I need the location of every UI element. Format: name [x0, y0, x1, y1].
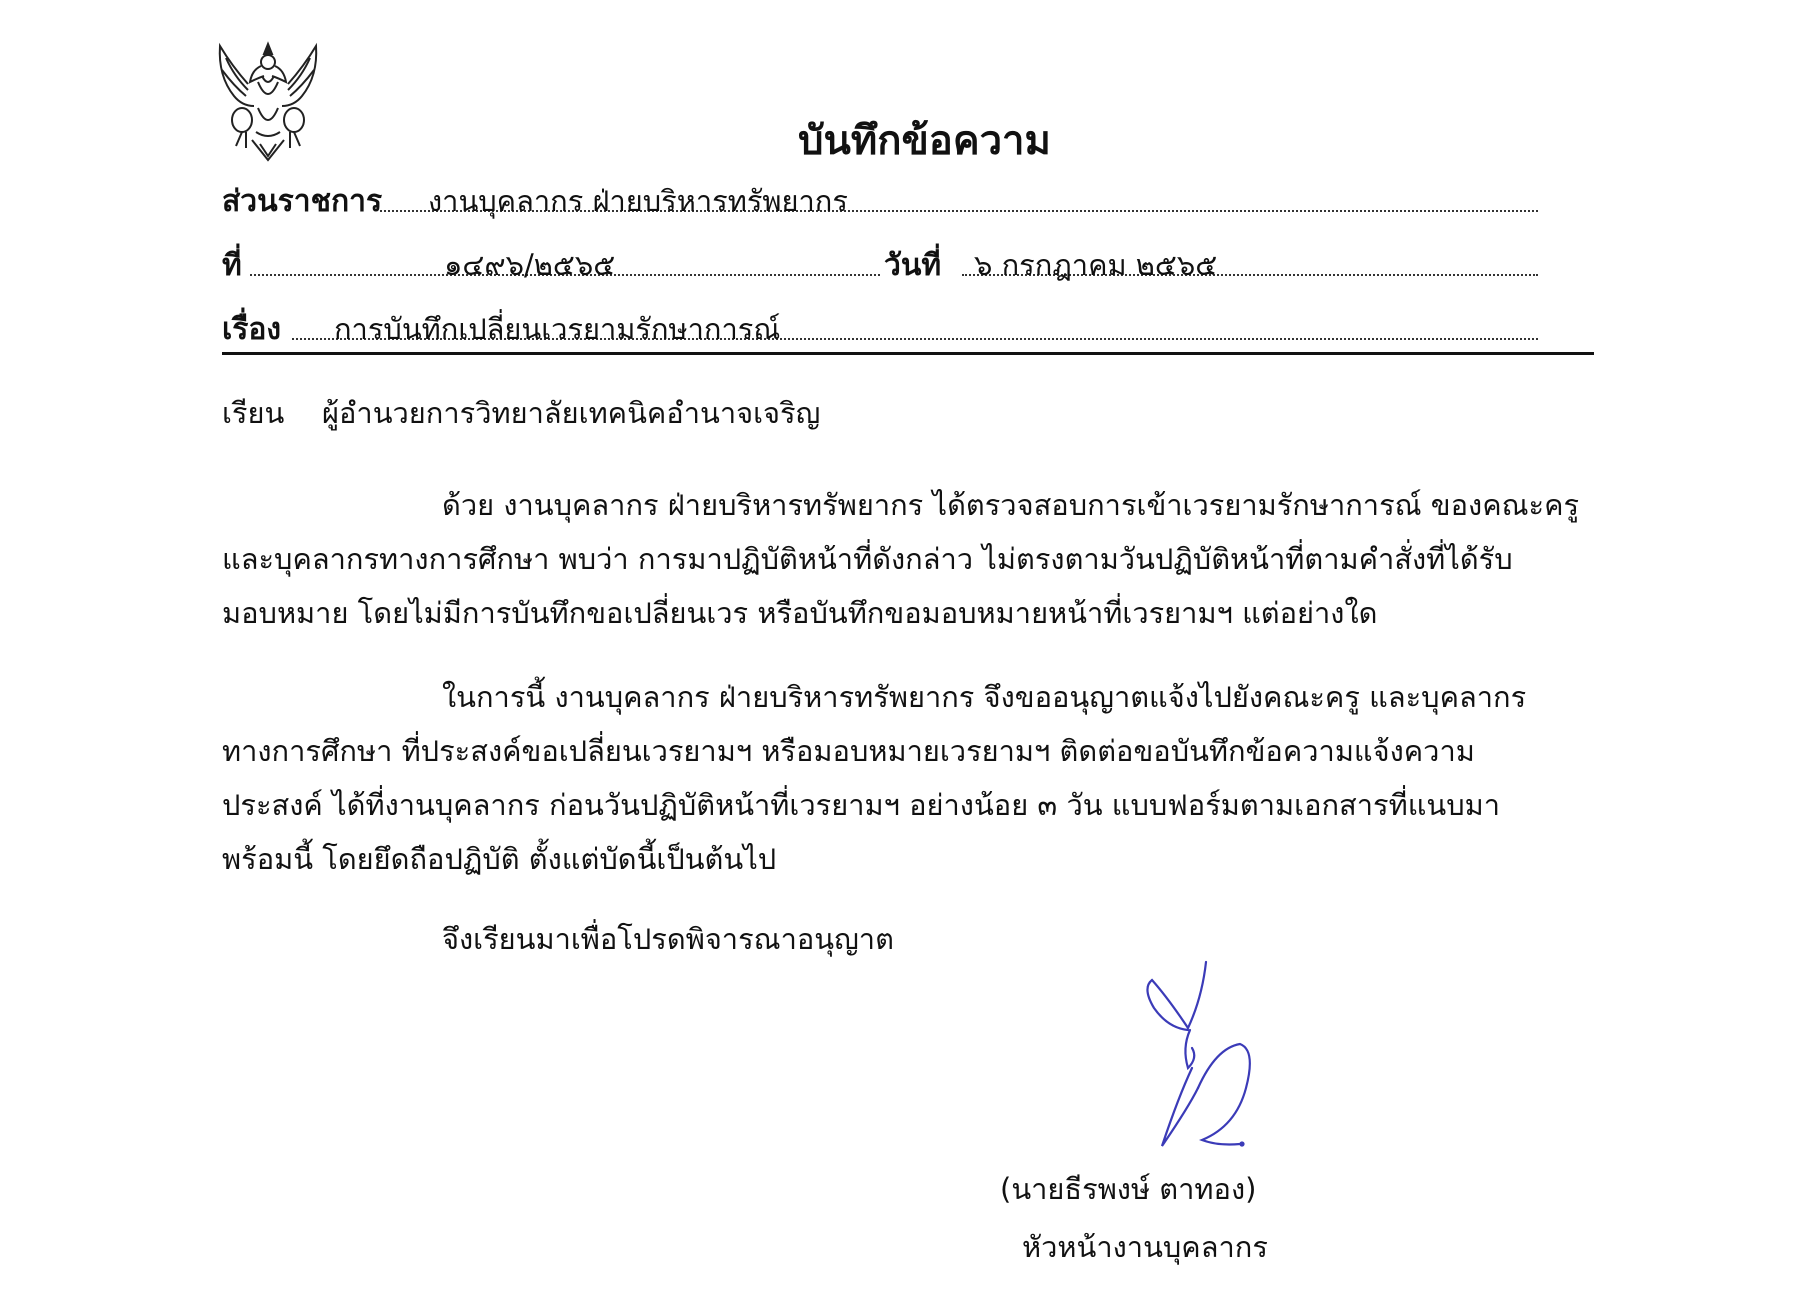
paragraph-1-line-1: ด้วย งานบุคลากร ฝ่ายบริหารทรัพยากร ได้ตรวจสอบการเข้าเวรยามรักษาการณ์ ของคณะครู — [442, 488, 1580, 522]
department-value: งานบุคลากร ฝ่ายบริหารทรัพยากร — [428, 184, 848, 218]
subject-label: เรื่อง — [222, 312, 282, 347]
signatory-name: (นายธีรพงษ์ ตาทอง) — [1000, 1172, 1257, 1206]
paragraph-2-line-1: ในการนี้ งานบุคลากร ฝ่ายบริหารทรัพยากร จึงขออนุญาตแจ้งไปยังคณะครู และบุคลากร — [442, 680, 1527, 714]
paragraph-1-line-2: และบุคลากรทางการศึกษา พบว่า การมาปฏิบัติหน้าที่ดังกล่าว ไม่ตรงตามวันปฏิบัติหน้าที่ตามคำสั่งที่ได้รับ — [222, 542, 1513, 576]
header-divider — [222, 352, 1594, 355]
paragraph-1-line-3: มอบหมาย โดยไม่มีการบันทึกขอเปลี่ยนเวร หรือบันทึกขอมอบหมายหน้าที่เวรยามฯ แต่อย่างใด — [222, 596, 1378, 630]
signatory-position: หัวหน้างานบุคลากร — [1022, 1230, 1268, 1264]
handwritten-signature — [1128, 958, 1278, 1158]
paragraph-2-line-3: ประสงค์ ได้ที่งานบุคลากร ก่อนวันปฏิบัติหน้าที่เวรยามฯ อย่างน้อย ๓ วัน แบบฟอร์มตามเอกสารที่แนบมา — [222, 788, 1501, 822]
paragraph-2-line-4: พร้อมนี้ โดยยึดถือปฏิบัติ ตั้งแต่บัดนี้เป็นต้นไป — [222, 842, 777, 876]
subject-value: การบันทึกเปลี่ยนเวรยามรักษาการณ์ — [334, 312, 781, 346]
document-number-value: ๑๔๙๖/๒๕๖๕ — [444, 248, 616, 282]
document-number-label: ที่ — [222, 248, 242, 283]
closing-text: จึงเรียนมาเพื่อโปรดพิจารณาอนุญาต — [442, 922, 894, 956]
date-label: วันที่ — [884, 248, 942, 283]
department-label: ส่วนราชการ — [222, 184, 383, 219]
date-value: ๖ กรกฎาคม ๒๕๖๕ — [974, 248, 1218, 282]
memo-title: บันทึกข้อความ — [798, 118, 1051, 164]
paragraph-2-line-2: ทางการศึกษา ที่ประสงค์ขอเปลี่ยนเวรยามฯ หรือมอบหมายเวรยามฯ ติดต่อขอบันทึกข้อความแจ้งความ — [222, 734, 1475, 768]
salutation-label: เรียน — [222, 396, 285, 430]
salutation-value: ผู้อำนวยการวิทยาลัยเทคนิคอำนาจเจริญ — [322, 396, 821, 430]
